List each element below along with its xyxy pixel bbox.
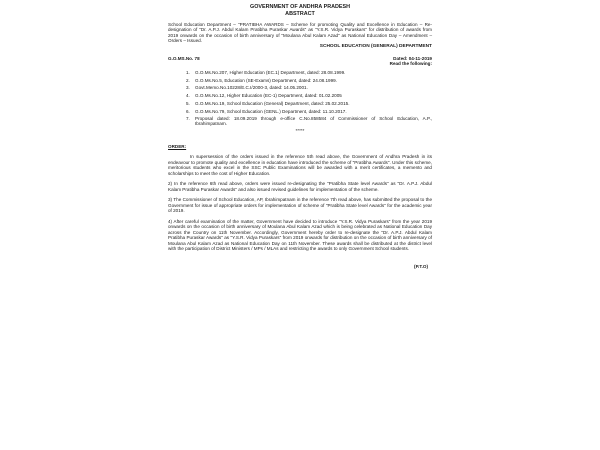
reference-text: G.O.Ms.No.5, Education (SE-Exams) Department, dated: 24.08.1999. bbox=[195, 77, 337, 83]
reference-item bbox=[186, 70, 432, 75]
abstract-text: School Education Department – "PRATIBHA AWARDS – Scheme for promoting Quality and Excellence in Education – Re-designation of "Dr. A.P.J. Abdul Kalam Pratibha Puraskar Awards" as "Y.S.R. Vidya Puraskars" for distribution of awards from 2019 onwards on the occasion of birth anniversary of "Moulana Abul Kalam Azad" as National Education Day – Amendment – Orders – Issued. bbox=[168, 22, 432, 43]
reference-item bbox=[186, 109, 432, 114]
go-number: G.O.MS.No. 78 bbox=[168, 55, 200, 61]
reference-text: Govt.Memo.No.10228/E.C.I/2000-3, dated: 14.05.2001. bbox=[195, 85, 308, 91]
document-page bbox=[168, 4, 432, 446]
reference-number: 6. bbox=[186, 108, 190, 114]
order-paragraph: 4) After careful examination of the matter, Government have decided to introduce "Y.S.R. Vidya Puraskars" from the year 2019 onwards on the occasion of birth anniversary of Moulana Abul Kalam Azad which is being celebrated as National Education Day across the Country on 11th November. Accordingly, Government hereby order to re-designate the "Dr. A.P.J. Abdul Kalam Pratibha Puraskar Awards" as "Y.S.R. Vidya Puraskars" from 2019 onwards for distribution on the occasion of birth anniversary of Moulana Abul Kalam Azad as National Education Day on 11th November. These awards shall be distributed at the district level with the participation of District Ministers / MPs / MLAs and restricting the awards to only Government School students. bbox=[168, 218, 432, 252]
references-list bbox=[186, 70, 432, 126]
order-heading: ORDER: bbox=[168, 143, 187, 149]
reference-text: Proposal dated: 18.09.2019 through e-office C.No.858584 of Commissioner of School Education, A.P., Ibrahimpatnam. bbox=[195, 116, 432, 127]
order-paragraph: 3) The Commissioner of School Education, AP, Ibrahimpatnam in the reference 7th read above, has submitted the proposal to the Government for issue of appropriate orders for implementation of scheme of "Pratibha State level Awards" for the academic year of 2019. bbox=[168, 197, 432, 214]
department-line: SCHOOL EDUCATION (GENERAL) DEPARTMENT bbox=[319, 44, 432, 49]
read-following: Read the following: bbox=[389, 61, 432, 67]
reference-text: G.O.Ms.No.12, Higher Education (EC-1) Department, dated: 01.02.2005 bbox=[195, 93, 342, 99]
document-subtitle: ABSTRACT bbox=[285, 10, 315, 17]
reference-number: 2. bbox=[186, 77, 190, 83]
reference-number: 3. bbox=[186, 85, 190, 91]
reference-number: 7. bbox=[186, 116, 190, 122]
reference-item bbox=[186, 93, 432, 98]
reference-item bbox=[186, 85, 432, 90]
order-paragraph: In supersession of the orders issued in the reference 5th read above, the Government of Andhra Pradesh in its endeavour to promote quality and excellence in education have introduced the scheme of "Pratibha Awards". Under this scheme, meritorious students who excel in the SSC Public Examinations will be awarded with a merit certificates, a memento and scholarships to meet the cost of Higher Education. bbox=[168, 154, 432, 176]
order-paragraph: 2) In the reference 6th read above, orders were issued re-designating the "Pratibha State level Awards" as "Dr. A.P.J. Abdul Kalam Pratibha Puraskar Awards" and also issued revised guidelines for implementation of the scheme. bbox=[168, 181, 432, 192]
go-date: Dated: 04-11-2019 bbox=[393, 55, 432, 61]
reference-item bbox=[186, 116, 432, 126]
document-title: GOVERNMENT OF ANDHRA PRADESH bbox=[250, 4, 350, 10]
reference-number: 5. bbox=[186, 100, 190, 106]
pto-marker: (P.T.O) bbox=[414, 263, 428, 269]
reference-item bbox=[186, 101, 432, 106]
reference-text: G.O.Ms.No.19, School Education (General) Department, dated: 25.02.2015. bbox=[195, 100, 350, 106]
reference-number: 1. bbox=[186, 70, 190, 76]
reference-item bbox=[186, 78, 432, 83]
reference-number: 4. bbox=[186, 93, 190, 99]
reference-text: G.O.Ms.No.79, School Education (GENL.) Department, dated: 11.10.2017. bbox=[195, 108, 347, 114]
stars-divider: ***** bbox=[295, 128, 305, 134]
reference-text: G.O.Ms.No.207, Higher Education (EC.1) Department, dated: 28.08.1999. bbox=[195, 70, 346, 76]
